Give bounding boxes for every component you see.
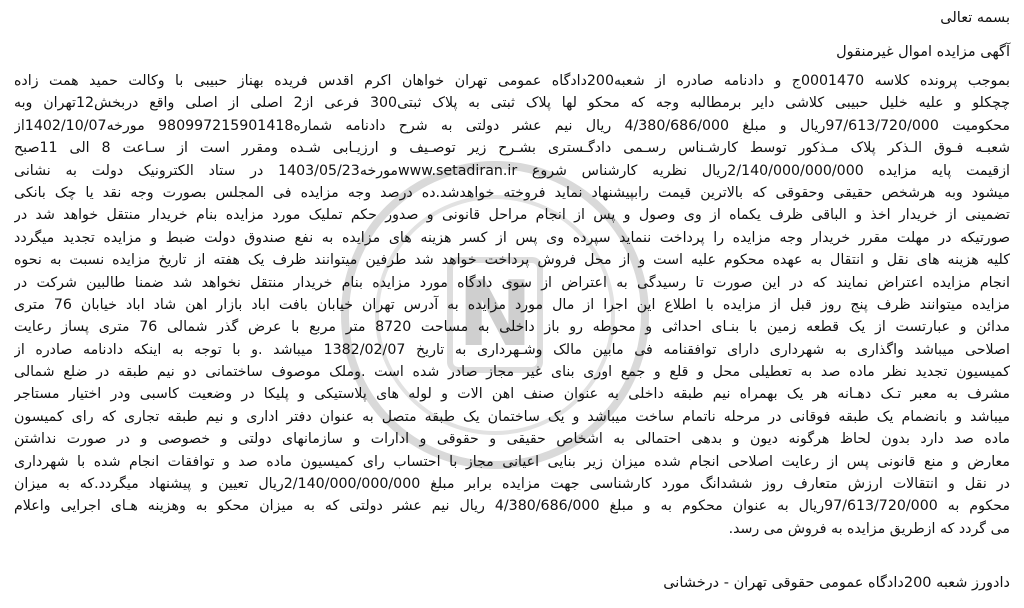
body-line: کمیسیون تجدید نظر ماده صد به تعطیلی محل و قلع و جمع اوری بنای غیر مجاز صادر شده است .وملک موصوف ساختمانی دو نیم طبقه در ضلع شمالی [14,364,1010,381]
signature-line: دادورز شعبه 200دادگاه عمومی حقوقی تهران - درخشانی [663,575,1010,591]
body-line: صورتیکه در مهلت مقرر خریدار وجه مزایده را پرداخت ننماید سپرده وی پس از کسر هزینه های مزایده به نفع صندوق دولت ضبط و مزایده تجدید میگردد [14,229,1010,246]
body-line: مشرف به معبر تـک دهـانه هر یک بهمراه نیم طبقه داخلی به عنوان صنف اهن الات و لوله های پلاستیکی و پلیکا در وضعیت کاسبی ودر اختیار مستاجر [14,386,1010,403]
body-line: در نقل و انتقالات ارزش متعارف روز ششدانگ مورد کارشناسی جهت مزایده برابر مبلغ 2/140/000/000/000ریال تعیین و پیشنهاد میگردد.که به میزان [14,476,1010,493]
body-line: انجام مزایده اعتراض نمایند که در این صورت تا رسیدگی به اعتراض از سوی دادگاه مورد مزایده بنام خریدار منتقل نخواهد شد ضمنا طالبین شرکت در [14,274,1010,291]
body-line: بموجب پرونده کلاسه 0001470ج و دادنامه صادره از شعبه200دادگاه عمومی تهران خواهان اکرم اقدس فریده بهناز حبیبی با وکالت حمید همت زاده [14,73,1010,89]
body-line: اصلاحی میباشد واگذاری به شهرداری دارای توافقنامه فی مابین مالک وشـهرداری به تاریخ 1382/02/07 میباشد .و با توجه به اینکه دادنامه صادره از [14,341,1010,358]
body-line: مزایده میتوانند ظرف پنج روز قبل از مزایده با اطلاع این اجرا از مال مورد مزایده به آدرس تهران خیابان بافت اباد بازار اهن شاد اباد خیابان 76 متری [14,296,1010,313]
body-line: میباشد و بانضمام یک طبقه فوقانی در مرحله ناتمام ساخت میباشد و یک ساختمان یک طبقه متصل به عنوان دفتر اداری و نیم طبقه تجاری که رای کمیسون [14,408,1010,425]
notice-title: آگهی مزایده اموال غیرمنقول [836,44,1010,60]
body-line: میشود وبه هرشخص حقیقی وحقوقی که بالاترین قیمت رابپیشنهاد نماید فروخته خواهدشد.ده درصد وجه مزایده فی المجلس بصورت وجه نقد یا چک بانکی [14,184,1010,201]
watermark-letter: N [457,262,533,367]
body-line: ازقیمت پایه مزایده 2/140/000/000/000ریال نظریه کارشناس شروع www.setadiran.irمورخه1403/05/23 در ستاد الکترونیک دولت به نشانی [14,162,1010,179]
body-line: شعبـه فـوق الـذکر پلاک مـذکور توسط کارشـناس رسـمی دادگـستری بشـرح زیر توصـیف و ارزیـابی شـده ومقرر است از سـاعت 8 الی 11صبح [14,140,1010,157]
body-line: معارض و منع قانونی پس از رعایت اصلاحی انجام شده میزان زیر بنایی اعیانی مجاز با احتساب رای کمیسیون ماده صد و توافقات انجام شده با شهرداری [14,453,1010,470]
body-line: مدائن و عبارتست از یک قطعه زمین با بنـای احداثی و محوطه رو باز داخلی به مساحت 8720 متر مربع با عرض گذر شمالی 76 متری پساز رعایت [14,319,1010,336]
body-line: کلیه هزینه های نقل و انتقال به عهده محکوم علیه است و از محل فروش پرداخت خواهد شد طرفین میتوانند ظرف یک هفته از تاریخ مزایده نسبت به نحوه [14,252,1010,269]
notice-body [14,70,1010,540]
body-line: ماده صد دارد بدون لحاظ هرگونه دیون و بدهی احتمالی به اشخاص حقیقی و حقوقی و ادارات و سازمانهای دولتی و خصوصی و در صورت نداشتن [14,431,1010,448]
body-line: محکوم به 97/613/720/000ریال به عنوان محکوم به و مبلغ 4/380/686/000 ریال نیم عشر دولتی که به میزان محکو به وهزینه هـای اجرایی واعلام [14,498,1010,515]
bismillah-heading: بسمه تعالی [940,10,1010,26]
body-line: تضمینی از خریدار اخذ و الباقی ظرف یکماه از وی وصول و پس از انجام مراحل قانونی و صدور حکم تملیک مورد مزایده بنام خریدار منتقل خواهد شد در [14,207,1010,224]
body-line: چچکلو و علیه خلیل حبیبی کلاشی دایر برمطالبه وجه که محکو لها پلاک ثبتی به پلاک ثبتی300 فرعی از2 اصلی از اصلی واقع دربخش12تهران وبه [14,95,1010,112]
body-line: محکومیت 97/613/720/000ریال و مبلغ 4/380/686/000 ریال نیم عشر دولتی به شرح دادنامه شماره98099721590141​8 مورخه1402/10/07از [14,117,1010,134]
body-line-last: می گردد که ازطریق مزایده به فروش می رسد. [728,520,1010,537]
